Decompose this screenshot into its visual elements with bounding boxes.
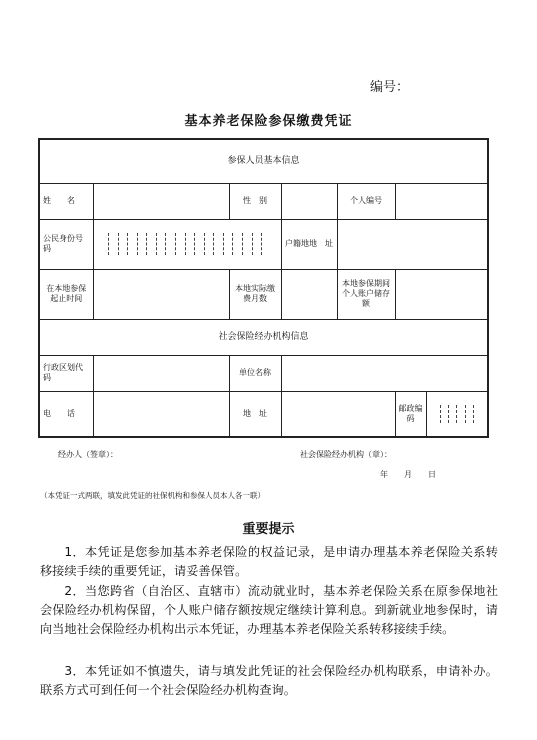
important-notice-title: 重要提示 [242,522,295,537]
insured-period-field[interactable] [93,269,229,319]
notice-item-3: 3．本凭证如不慎遗失，请与填发此凭证的社会保险经办机构联系，申请补办。联系方式可到任何一个社会保险经办机构查询。 [40,664,498,697]
notice-item-1: 1．本凭证是您参加基本养老保险的权益记录，是申请办理基本养老保险关系转移接续手续的重要凭证，请妥善保管。 [40,545,498,578]
account-balance-label: 本地参保期间个人账户储存额 [337,269,395,319]
handler-signature-label: 经办人（签章）： [58,450,118,459]
id-number-field[interactable] [93,219,281,269]
division-code-field[interactable] [93,355,229,391]
agency-seal-label: 社会保险经办机构（章）： [300,450,392,459]
notice-item-2: 2．当您跨省（自治区、直辖市）流动就业时，基本养老保险关系在原参保地社会保险经办机构保留，个人账户储存额按规定继续计算利息。到新就业地参保时，请向当地社会保险经办机构出示本凭证，办理基本养老保险关系转移接续手续。 [40,584,498,636]
phone-label: 电 话 [39,391,93,437]
domicile-label: 户籍地地 址 [281,219,337,269]
section-agency-info: 社会保险经办机构信息 [39,319,488,355]
paid-months-field[interactable] [281,269,337,319]
id-number-boxes [100,233,271,255]
personal-number-field[interactable] [395,183,488,219]
phone-field[interactable] [93,391,229,437]
section-insured-info: 参保人员基本信息 [39,139,488,183]
document-title: 基本养老保险参保缴费凭证 [184,114,353,129]
id-number-label: 公民身份号 码 [39,219,93,269]
account-balance-field[interactable] [395,269,488,319]
name-label: 姓 名 [39,183,93,219]
date-label: 年 月 日 [380,470,436,479]
division-code-label: 行政区划代 码 [39,355,93,391]
postcode-boxes [433,405,482,423]
paid-months-label: 本地实际缴费月数 [229,269,281,319]
address-label: 地 址 [229,391,281,437]
insured-period-label: 在本地参保起止时间 [39,269,93,319]
name-field[interactable] [93,183,229,219]
domicile-field[interactable] [337,219,488,269]
gender-label: 性 别 [229,183,281,219]
serial-number-label: 编号： [370,80,410,95]
postcode-cell [395,391,488,437]
postcode-field[interactable] [427,405,488,423]
postcode-label: 邮政编码 [396,392,427,436]
unit-name-field[interactable] [281,355,488,391]
personal-number-label: 个人编号 [337,183,395,219]
unit-name-label: 单位名称 [229,355,281,391]
address-field[interactable] [281,391,395,437]
payment-certificate-form [38,138,489,438]
copy-note: （本凭证一式两联，填发此凭证的社保机构和参保人员本人各一联） [40,491,265,500]
gender-field[interactable] [281,183,337,219]
